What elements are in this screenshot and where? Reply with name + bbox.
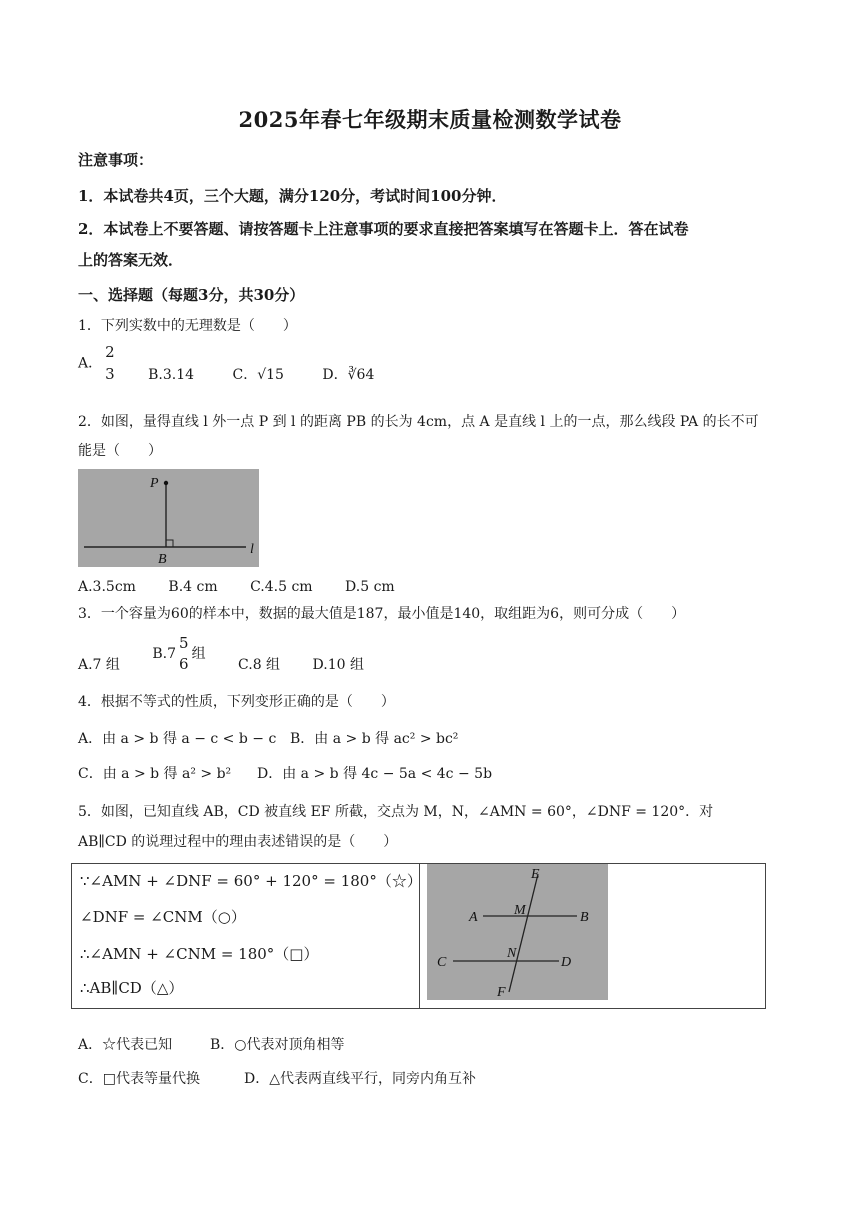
q5-label-e: E bbox=[531, 867, 540, 882]
q1-option-a-label: A． bbox=[78, 355, 103, 372]
q5-figure-drawing bbox=[427, 864, 608, 1000]
q5-stem-line2: AB∥CD 的说理过程中的理由表述错误的是（ ） bbox=[78, 834, 398, 850]
q3-option-d: D.10 组 bbox=[312, 657, 364, 673]
q2-option-a: A.3.5cm bbox=[78, 579, 136, 595]
q4-option-b: B．由 a > b 得 ac² > bc² bbox=[290, 731, 459, 747]
notice-item-2-line2: 上的答案无效． bbox=[78, 251, 184, 269]
proof-step-2: ∠DNF = ∠CNM（○） bbox=[80, 908, 246, 926]
q5-option-d: D．△代表两直线平行，同旁内角互补 bbox=[244, 1071, 476, 1087]
q5-option-b: B．○代表对顶角相等 bbox=[210, 1037, 345, 1053]
q5-label-b: B bbox=[580, 910, 589, 925]
q3-option-b-suffix: 组 bbox=[191, 646, 206, 662]
q5-option-a: A．☆代表已知 bbox=[78, 1037, 173, 1053]
q5-label-d: D bbox=[561, 955, 572, 970]
q1-options bbox=[78, 345, 388, 382]
notice-item-2-line1: 2．本试卷上不要答题、请按答题卡上注意事项的要求直接把答案填写在答题卡上．答在试卷 bbox=[78, 220, 689, 238]
proof-step-3: ∴∠AMN + ∠CNM = 180°（□） bbox=[80, 945, 319, 963]
q5-figure bbox=[427, 864, 608, 1000]
q5-label-m: M bbox=[514, 903, 526, 918]
q4-option-c: C．由 a > b 得 a² > b² bbox=[78, 766, 232, 782]
q1-option-d: D．∛64 bbox=[322, 367, 375, 383]
notice-item-1: 1．本试卷共4页，三个大题，满分120分，考试时间100分钟． bbox=[78, 187, 507, 205]
q3-option-c: C.8 组 bbox=[238, 657, 281, 673]
q4-stem: 4．根据不等式的性质，下列变形正确的是（ ） bbox=[78, 694, 395, 710]
q2-label-p: P bbox=[150, 476, 159, 491]
q2-figure-drawing bbox=[78, 469, 259, 567]
q1-option-b: B.3.14 bbox=[148, 367, 195, 383]
proof-step-4: ∴AB∥CD（△） bbox=[80, 979, 184, 997]
q5-option-c: C．□代表等量代换 bbox=[78, 1071, 200, 1087]
q3-option-b-label: B.7 bbox=[152, 646, 177, 662]
q2-options bbox=[78, 577, 409, 597]
q3-option-b bbox=[152, 636, 205, 672]
q2-option-c: C.4.5 cm bbox=[250, 579, 313, 595]
fraction-denominator: 3 bbox=[105, 365, 115, 383]
q2-option-b: B.4 cm bbox=[168, 579, 218, 595]
q2-stem-line1: 2．如图，量得直线 l 外一点 P 到 l 的距离 PB 的长为 4cm，点 A 是直线 l 上的一点，那么线段 PA 的长不可 bbox=[78, 414, 759, 430]
proof-step-1: ∵∠AMN + ∠DNF = 60° + 120° = 180°（☆） bbox=[80, 872, 422, 890]
q3-option-b-fraction bbox=[178, 636, 190, 672]
q1-stem: 1．下列实数中的无理数是（ ） bbox=[78, 318, 297, 334]
q2-option-d: D.5 cm bbox=[345, 579, 395, 595]
q3-option-a: A.7 组 bbox=[78, 657, 120, 673]
page-title: 2025年春七年级期末质量检测数学试卷 bbox=[238, 107, 622, 132]
q2-label-l: l bbox=[250, 542, 254, 557]
q5-figure-cell bbox=[420, 864, 766, 1009]
q2-stem-line2: 能是（ ） bbox=[78, 443, 162, 459]
q3-options bbox=[78, 636, 378, 672]
q5-stem-line1: 5．如图，已知直线 AB，CD 被直线 EF 所截，交点为 M，N，∠AMN = 60°，∠DNF = 120°．对 bbox=[78, 804, 714, 820]
q5-proof-cell bbox=[72, 864, 420, 1009]
q5-label-f: F bbox=[497, 985, 506, 1000]
q5-label-a: A bbox=[469, 910, 478, 925]
q5-proof-table bbox=[71, 863, 766, 1009]
q4-option-d: D．由 a > b 得 4c − 5a < 4c − 5b bbox=[257, 766, 493, 782]
q1-option-c: C．√15 bbox=[232, 367, 284, 383]
q4-option-a: A．由 a > b 得 a − c < b − c bbox=[78, 731, 277, 747]
notice-heading: 注意事项： bbox=[78, 151, 154, 169]
q3-stem: 3．一个容量为60的样本中，数据的最大值是187，最小值是140，取组距为6，则可分成（ ） bbox=[78, 606, 686, 622]
q1-option-a-fraction bbox=[104, 345, 116, 382]
fraction-numerator: 2 bbox=[105, 343, 115, 361]
q1-option-a bbox=[78, 345, 118, 382]
section-heading: 一、选择题（每题3分，共30分） bbox=[78, 286, 305, 304]
fraction-denominator: 6 bbox=[179, 655, 189, 673]
q2-label-b: B bbox=[158, 552, 167, 567]
q5-label-n: N bbox=[507, 946, 517, 961]
q2-figure bbox=[78, 469, 259, 567]
q5-label-c: C bbox=[437, 955, 447, 970]
fraction-numerator: 5 bbox=[179, 634, 189, 652]
